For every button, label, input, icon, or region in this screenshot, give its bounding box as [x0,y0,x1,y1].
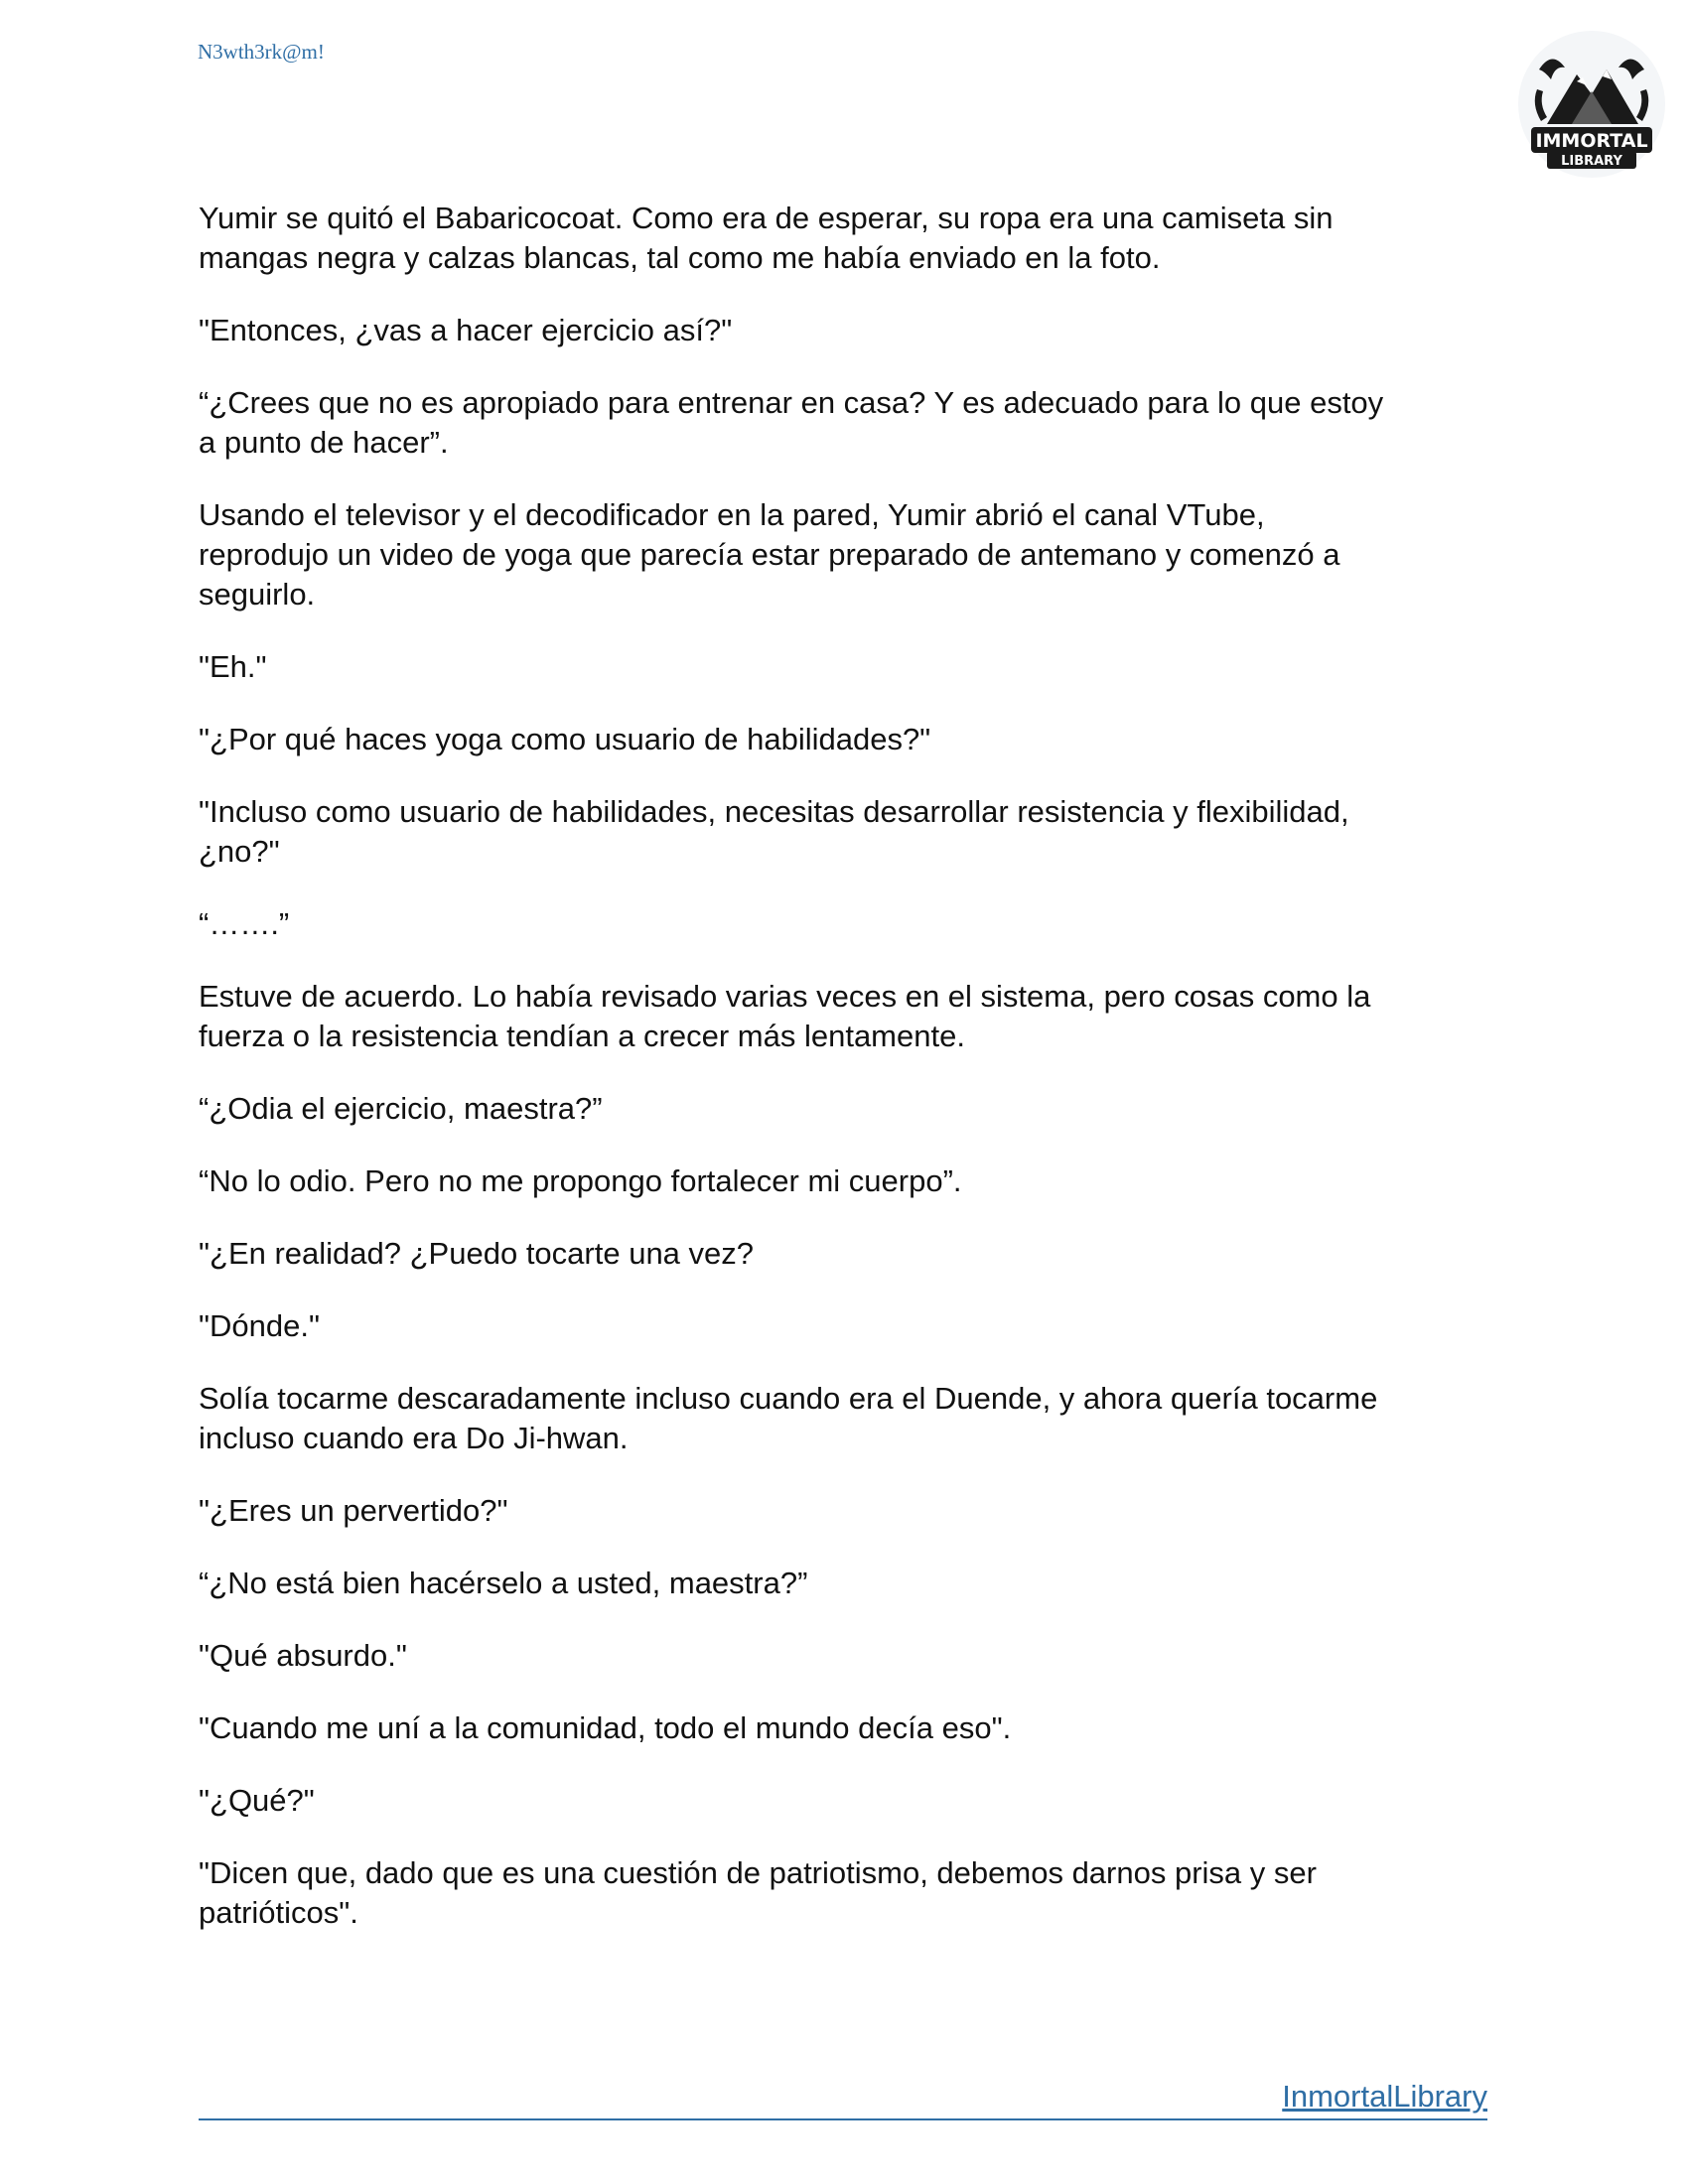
paragraph: "¿Eres un pervertido?" [199,1493,508,1528]
logo-line1: IMMORTAL [1535,130,1648,152]
paragraph: "Dónde." [199,1308,320,1343]
paragraph: "Entonces, ¿vas a hacer ejercicio así?" [199,313,733,347]
header-tag: N3wth3rk@m! [198,40,325,64]
paragraph: "Qué absurdo." [199,1638,407,1673]
paragraph: "¿En realidad? ¿Puedo tocarte una vez? [199,1236,755,1271]
logo-emblem-icon [1517,30,1666,179]
immortal-library-logo [1517,30,1666,179]
paragraph: "¿Qué?" [199,1783,315,1818]
paragraph: "Incluso como usuario de habilidades, necesitas desarrollar resistencia y flexibilidad, ¿no?" [199,794,1349,869]
paragraph: "Eh." [199,649,267,684]
paragraph: “¿No está bien hacérselo a usted, maestra?” [199,1566,808,1600]
footer-link[interactable]: InmortalLibrary [1282,2079,1487,2114]
paragraph: "Dicen que, dado que es una cuestión de patriotismo, debemos darnos prisa y ser patrióticos". [199,1855,1317,1930]
paragraph: "Cuando me uní a la comunidad, todo el mundo decía eso". [199,1710,1012,1745]
paragraph: “¿Crees que no es apropiado para entrenar en casa? Y es adecuado para lo que estoy a punto de hacer”. [199,385,1384,460]
paragraph: “No lo odio. Pero no me propongo fortalecer mi cuerpo”. [199,1163,962,1198]
paragraph: “¿Odia el ejercicio, maestra?” [199,1091,603,1126]
paragraph: “…….” [199,906,290,941]
document-body [199,199,1489,1966]
logo-line2: LIBRARY [1561,154,1622,169]
paragraph: Estuve de acuerdo. Lo había revisado varias veces en el sistema, pero cosas como la fuerza o la resistencia tendían a crecer más lentamente. [199,979,1371,1053]
paragraph: "¿Por qué haces yoga como usuario de habilidades?" [199,722,931,756]
paragraph: Yumir se quitó el Babaricocoat. Como era de esperar, su ropa era una camiseta sin mangas negra y calzas blancas, tal como me había enviado en la foto. [199,201,1334,275]
footer [199,2075,1487,2120]
paragraph: Usando el televisor y el decodificador en la pared, Yumir abrió el canal VTube, reprodujo un video de yoga que parecía estar preparado de antemano y comenzó a seguirlo. [199,497,1340,612]
paragraph: Solía tocarme descaradamente incluso cuando era el Duende, y ahora quería tocarme incluso cuando era Do Ji-hwan. [199,1381,1378,1455]
